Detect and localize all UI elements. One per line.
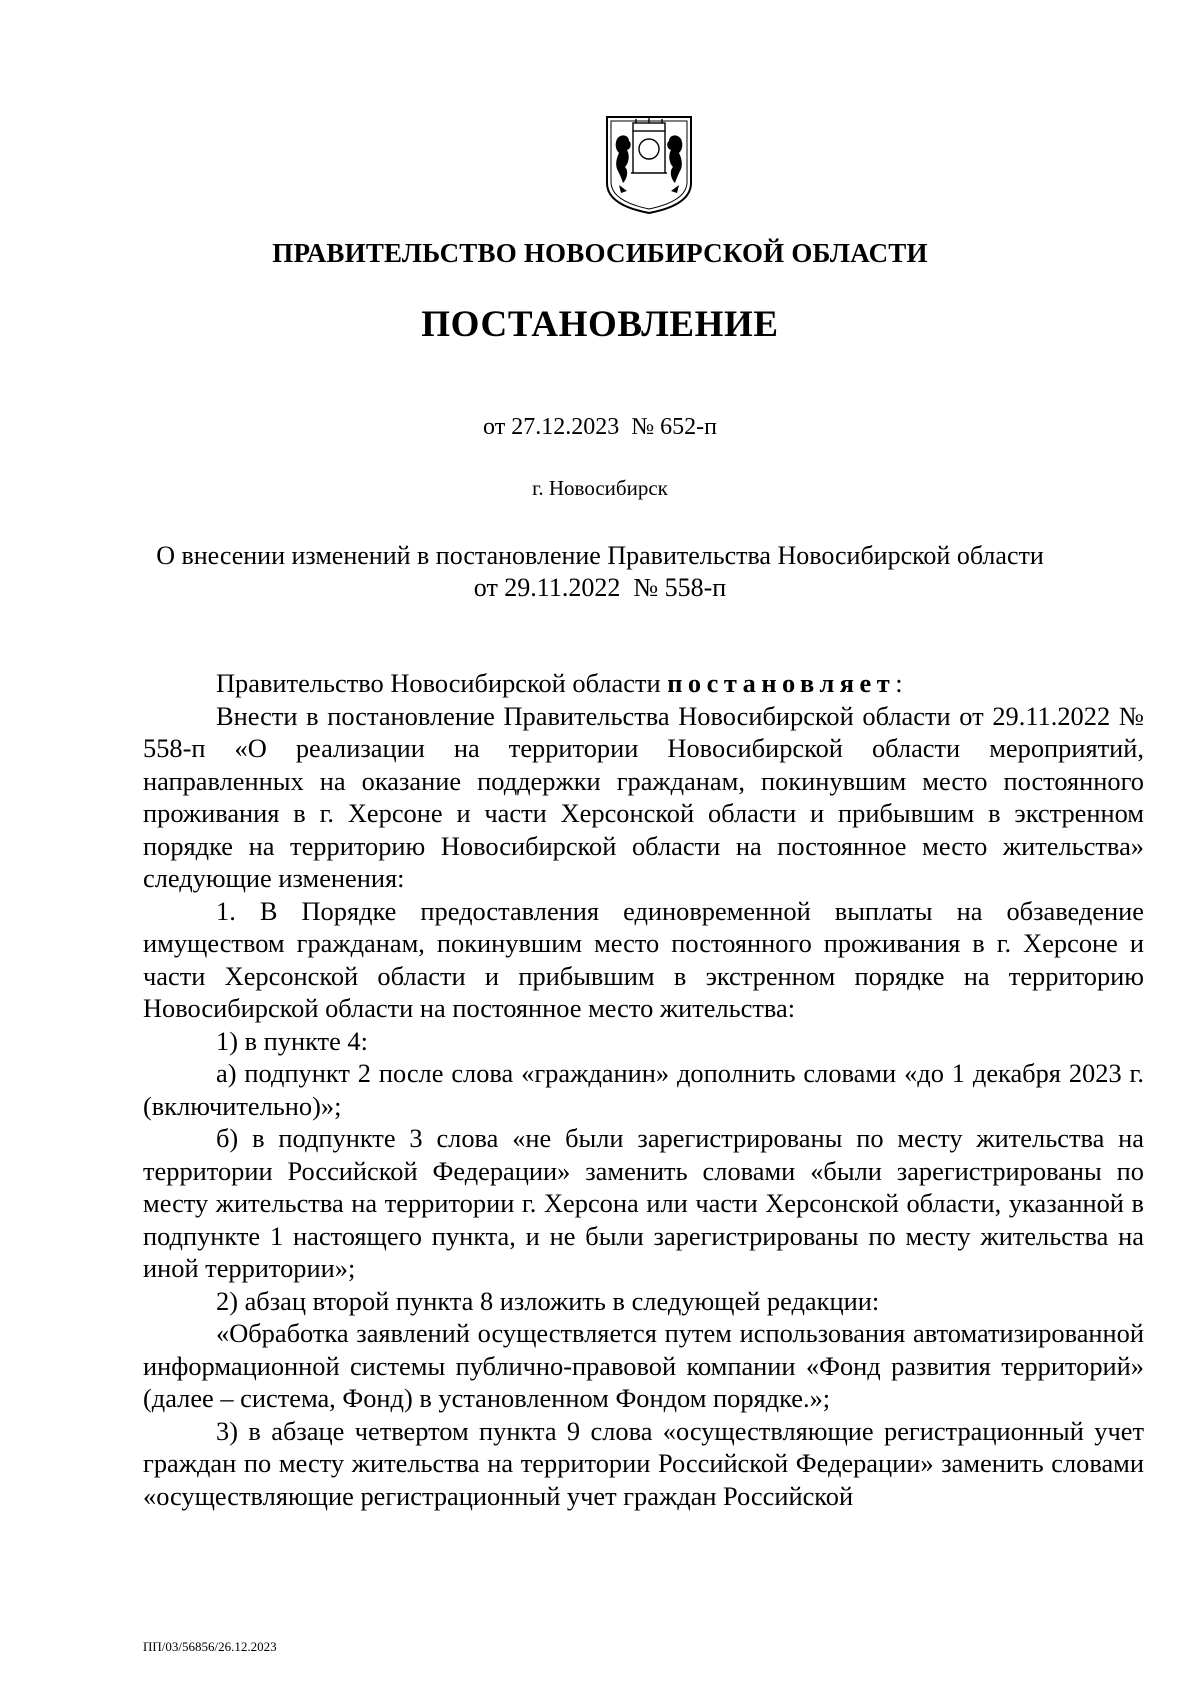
document-city: г. Новосибирск <box>532 476 668 500</box>
document-subject <box>130 540 1070 604</box>
subject-line-2: от 29.11.2022 № 558-п <box>473 573 727 602</box>
document-registration-code: ПП/03/56856/26.12.2023 <box>143 1639 277 1654</box>
body-paragraph: 2) абзац второй пункта 8 изложить в следующей редакции: <box>216 1285 880 1316</box>
body-paragraph: 1. В Порядке предоставления единовременной выплаты на обзаведение имуществом гражданам, покинувшим место постоянного проживания в г. Херсоне и части Херсонской области и прибывшим в экстренном порядке на территорию Новосибирской области на постоянное место жительства: <box>143 895 1144 1023</box>
body-paragraph: Внести в постановление Правительства Новосибирской области от 29.11.2022 № 558-п «О реализации на территории Новосибирской области мероприятий, направленных на оказание поддержки гражданам, покинувшим место постоянного проживания в г. Херсоне и части Херсонской области и прибывшим в экстренном порядке на территорию Новосибирской области на постоянное место жительства» следующие изменения: <box>143 700 1144 893</box>
intro-emphasis: постановляет <box>667 668 896 698</box>
coat-of-arms-icon <box>603 113 695 216</box>
intro-suffix: : <box>895 668 903 698</box>
document-body <box>143 667 1144 1512</box>
document-date-number: от 27.12.2023 № 652-п <box>483 414 717 440</box>
intro-text: Правительство Новосибирской области <box>216 668 668 698</box>
body-paragraph: 3) в абзаце четвертом пункта 9 слова «осуществляющие регистрационный учет граждан по месту жительства на территории Российской Федерации» заменить словами «осуществляющие регистрационный учет граждан Российской <box>143 1415 1144 1511</box>
body-paragraph: 1) в пункте 4: <box>216 1025 368 1056</box>
intro-paragraph <box>143 667 1144 700</box>
body-paragraph: «Обработка заявлений осуществляется путем использования автоматизированной информационной системы публично-правовой компании «Фонд развития территорий» (далее – система, Фонд) в установленном Фондом порядке.»; <box>143 1318 1144 1413</box>
document-type: ПОСТАНОВЛЕНИЕ <box>421 304 779 345</box>
subject-line-1: О внесении изменений в постановление Правительства Новосибирской области <box>156 541 1044 570</box>
body-paragraph: а) подпункт 2 после слова «гражданин» дополнить словами «до 1 декабря 2023 г. (включительно)»; <box>143 1058 1144 1121</box>
body-paragraph: б) в подпункте 3 слова «не были зарегистрированы по месту жительства на территории Российской Федерации» заменить словами «были зарегистрированы по месту жительства на территории г. Херсона или части Херсонской области, указанной в подпункте 1 настоящего пункта, и не были зарегистрированы по месту жительства на иной территории»; <box>143 1123 1144 1283</box>
organization-title: ПРАВИТЕЛЬСТВО НОВОСИБИРСКОЙ ОБЛАСТИ <box>272 238 928 268</box>
